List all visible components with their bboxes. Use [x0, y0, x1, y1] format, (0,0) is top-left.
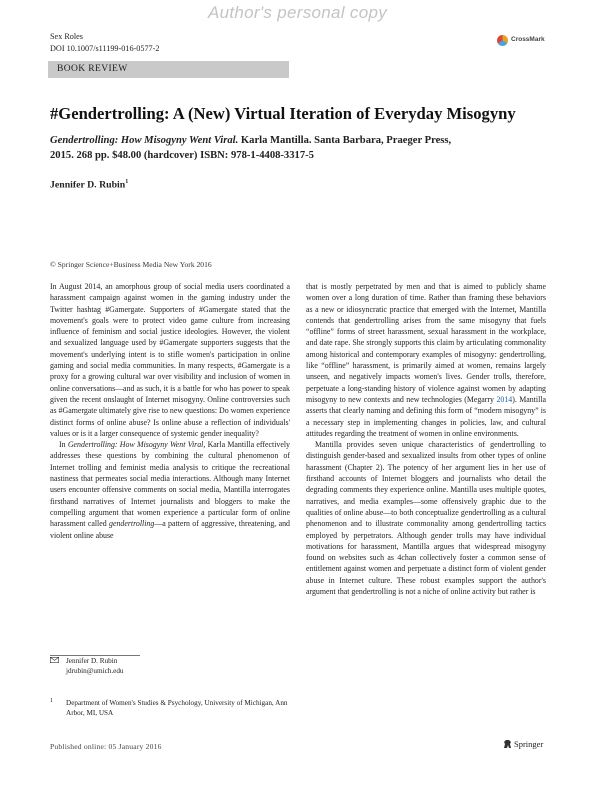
contact-email[interactable]: jdrubin@umich.edu: [66, 667, 124, 675]
book-title: Gendertrolling: How Misogyny Went Viral.: [50, 135, 239, 146]
article-meta: [50, 31, 159, 55]
publisher-logo: [503, 738, 548, 750]
paragraph: [306, 281, 546, 439]
published-date: Published online: 05 January 2016: [50, 742, 162, 751]
paragraph: Mantilla provides seven unique characteristics of gendertrolling to distinguish gender-based and sexualized insults from other types of online harassment (Chapter 2). The potency of her argument lies in her use of firsthand accounts of Internet bloggers and journalists who detail the degrading comments they experience online. Mantilla uses multiple quotes, narratives, and media examples—some offensively graphic due to the qualities of online abuse—to both conceptualize gendertrolling as a cultural phenomenon and to illustrate commonality among gendertrolling tactics employed by perpetrators. Although gender trolls may have individual motivations for harassment, Mantilla argues that widespread misogyny found on websites such as 4chan collectively foster a common sense of entitlement against women and perpetuate a distinct form of violent gender abuse in Internet culture. These robust examples support the author's argument that gendertrolling is not a niche of online activity but rather is: [306, 440, 546, 597]
body-column-right: [306, 281, 546, 597]
article-title: #Gendertrolling: A (New) Virtual Iteration of Everyday Misogyny: [50, 104, 516, 123]
journal-name: Sex Roles: [50, 32, 83, 41]
author-line: [50, 179, 128, 190]
section-header: [48, 61, 289, 78]
copyright-notice: © Springer Science+Business Media New York 2016: [50, 260, 212, 269]
book-details-2: 2015. 268 pp. $48.00 (hardcover) ISBN: 978-1-4408-3317-5: [50, 150, 314, 161]
term-inline: gendertrolling: [109, 519, 155, 529]
citation-link[interactable]: 2014: [496, 394, 513, 404]
crossmark-icon: [497, 35, 508, 46]
contact-name: Jennifer D. Rubin: [66, 657, 118, 665]
affiliation-footnote: [50, 698, 290, 718]
watermark: Author's personal copy: [208, 3, 387, 22]
text-run: ). Mantilla asserts that clearly naming and defining this form of “modern misogyny” is a necessary step in implementing changes in policies, law, and cultural attitudes regarding the treatment of women in online environments.: [306, 394, 546, 438]
text-run: —a pattern of aggressive, threatening, and violent online abuse: [50, 519, 291, 540]
text-run: In: [59, 440, 68, 450]
body-column-left: [50, 281, 290, 541]
crossmark-label: CrossMark: [511, 36, 545, 43]
section-label: BOOK REVIEW: [57, 64, 128, 74]
author-name: Jennifer D. Rubin: [50, 179, 126, 191]
text-run: , Karla Mantilla effectively addresses these questions by combining the cultural phenomenon of Internet trolling and feminist media analysis to critique the recreational nastiness that permeates social media interactions. Although many Internet users encounter offensive comments on social media, Mantilla interrogates firsthand narratives of Internet journalists and bloggers to make the compelling argument that women experience a particular form of online harassment called: [50, 440, 290, 529]
book-citation: [50, 133, 550, 163]
book-title-inline: Gendertrolling: How Misogyny Went Viral: [67, 440, 204, 450]
doi[interactable]: DOI 10.1007/s11199-016-0577-2: [50, 44, 160, 53]
springer-horse-icon: [503, 739, 512, 749]
crossmark-badge[interactable]: [497, 34, 547, 48]
book-details-1: Karla Mantilla. Santa Barbara, Praeger Press,: [238, 135, 452, 146]
affiliation-text: Department of Women's Studies & Psychology, University of Michigan, Ann Arbor, MI, USA: [66, 699, 288, 717]
affiliation-number: 1: [50, 698, 53, 704]
springer-wordmark: Springer: [514, 739, 544, 749]
text-run: that is mostly perpetrated by men and that is aimed to publicly shame women over a long duration of time. Rather than framing these behaviors as a new or idiosyncratic practice that emerged with the Internet, Mantilla contends that gendertrolling arises from the same misogyny that fuels “offline” forms of street harassment, sexual harassment in the workplace, and date rape. She strongly supports this claim by articulating commonality among historical and contemporary examples of misogyny: gendertrolling, like “offline” harassment, is primarily aimed at women, remains largely unseen, and negatively impacts women's lives. Gender trolls, therefore, perpetuate a long-standing history of violence against women by adapting misogyny to new contexts and new technologies (Megarry: [306, 282, 546, 404]
paragraph: In August 2014, an amorphous group of social media users coordinated a harassment campaign against women in the gaming industry under the Twitter hashtag #Gamergate. Supporters of #Gamergate stated that the movement's goals were to protect video game culture from increasing influence of feminism and social justice ideologies. However, the violent and sexualized language used by #Gamergate supporters suggests that the movement's underlying intent is to stifle women's participation in online gaming and social media communities. In many respects, #Gamergate is a proxy for a growing cultural war over visibility and inclusion of women in online conversations—and as such, it is a battle for who has power to speak given the recent onslaught of Internet misogyny. Online controversies such as #Gamergate ultimately give rise to new questions: Do women experience distinct forms of online abuse? Is online abuse a reflection of individuals' values or is it a larger consequence of systemic gender inequality?: [50, 282, 291, 438]
author-affil-mark: 1: [125, 179, 129, 185]
envelope-icon: [50, 657, 59, 663]
paragraph: [50, 439, 290, 541]
